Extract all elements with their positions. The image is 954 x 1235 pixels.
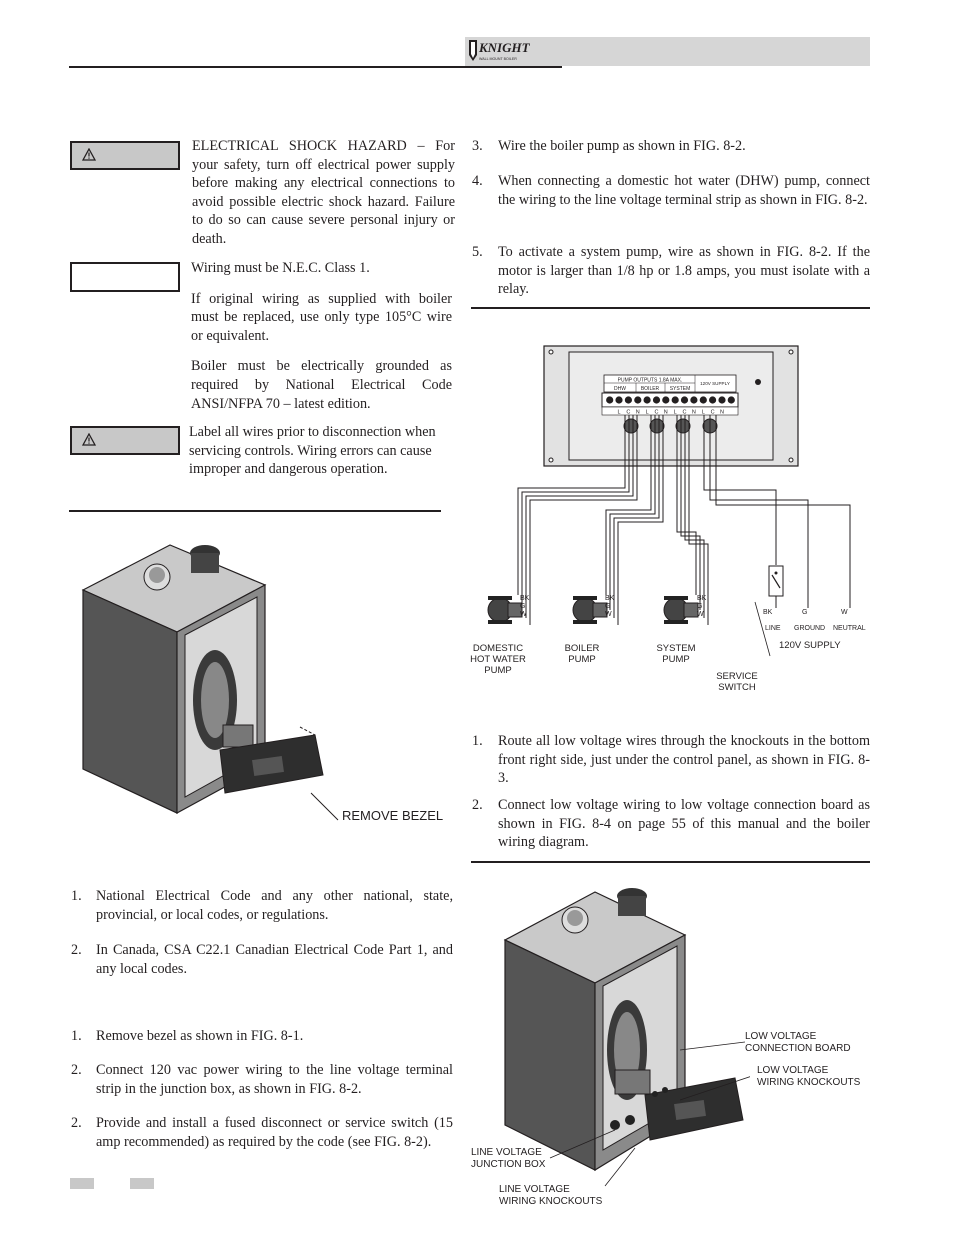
warning-box-1: [70, 141, 180, 170]
strip-col-label: BOILER: [640, 386, 660, 392]
pump-label: SYSTEM: [656, 643, 696, 654]
terminal-screw: [634, 396, 641, 403]
terminal-screw: [718, 396, 725, 403]
list-item: [71, 1114, 453, 1172]
pump-label: BOILER: [564, 643, 600, 654]
warning-text-2: Label all wires prior to disconnection when servicing controls. Wiring errors can cause improper and dangerous operation.: [189, 424, 436, 478]
warning-triangle-icon: [82, 433, 96, 451]
terminal-letter: N: [691, 409, 696, 416]
list-item: [472, 732, 870, 790]
list-text: Remove bezel as shown in FIG. 8-1.: [96, 1028, 304, 1044]
list-number: 2.: [71, 1115, 82, 1131]
list-text: National Electrical Code and any other national, state, provincial, or local codes, or regulations.: [96, 888, 453, 923]
label-line: LINE VOLTAGE: [499, 1184, 570, 1195]
supply-label: 120V SUPPLY: [779, 640, 841, 651]
pump-label: HOT WATER: [470, 654, 526, 665]
label-line: WIRING KNOCKOUTS: [499, 1196, 603, 1207]
terminal-letter: L: [645, 409, 649, 416]
list-number: 2.: [472, 797, 483, 813]
remove-bezel-label: REMOVE BEZEL: [342, 808, 444, 823]
label-line: LOW VOLTAGE: [745, 1031, 817, 1042]
supply-name: GROUND: [794, 625, 826, 632]
list-number: 1.: [71, 1028, 82, 1044]
list-item: [472, 137, 870, 157]
terminal-screw: [653, 396, 660, 403]
fig3-rule: [471, 861, 870, 863]
notice-paragraph: If original wiring as supplied with boiler must be replaced, use only type 105°C wire or equivalent.: [191, 290, 452, 344]
list-text: Connect low voltage wiring to low voltage connection board as shown in FIG. 8-4 on page 55 of this manual and the boiler wiring diagram.: [498, 797, 870, 851]
label-line-voltage-wiring-knockouts: [499, 1184, 602, 1208]
strip-col-label: DHW: [614, 386, 626, 392]
footer-tab-right: [130, 1178, 154, 1189]
fig2-rule: [471, 307, 870, 309]
terminal-screw: [700, 396, 707, 403]
logo-text: KNIGHT: [479, 40, 530, 55]
supply-name: LINE: [765, 625, 781, 632]
notice-box: [70, 262, 180, 292]
strip-supply-label: 120V SUPPLY: [700, 381, 730, 386]
list-item: [71, 1061, 453, 1101]
wire-label: W: [520, 611, 527, 618]
fig1-rule: [69, 510, 441, 512]
terminal-screw: [606, 396, 613, 403]
supply-wire-label: BK: [763, 609, 773, 616]
list-number: 1.: [472, 733, 483, 749]
switch-label: SWITCH: [718, 682, 756, 693]
label-line-voltage-junction-box: [471, 1147, 545, 1171]
list-number: 5.: [472, 244, 483, 260]
label-lv-connection-board: [745, 1031, 851, 1055]
label-line: JUNCTION BOX: [471, 1159, 546, 1170]
terminal-screw: [615, 396, 622, 403]
label-line: WIRING KNOCKOUTS: [757, 1077, 861, 1088]
list-text: Wire the boiler pump as shown in FIG. 8-2.: [498, 138, 746, 154]
switch-label: SERVICE: [716, 671, 758, 682]
list-text: In Canada, CSA C22.1 Canadian Electrical Code Part 1, and any local codes.: [96, 942, 453, 977]
wire-label: G: [605, 603, 611, 610]
warning-triangle-icon: [82, 148, 96, 166]
pump-label: PUMP: [568, 654, 596, 665]
wire-label: W: [697, 611, 704, 618]
terminal-letter: C: [654, 409, 659, 416]
list-text: Provide and install a fused disconnect or service switch (15 amp recommended) as required by the code (see FIG. 8-2).: [96, 1115, 453, 1150]
list-item: [71, 1027, 453, 1047]
terminal-screw: [709, 396, 716, 403]
list-number: 2.: [71, 942, 82, 958]
label-line: CONNECTION BOARD: [745, 1043, 851, 1054]
figure-8-2-wiring-diagram: [460, 340, 880, 700]
terminal-screw: [728, 396, 735, 403]
wire-label: BK: [697, 595, 707, 602]
wire-label: W: [605, 611, 612, 618]
label-lv-wiring-knockouts: [757, 1065, 860, 1089]
list-item: [472, 172, 870, 230]
terminal-letter: C: [626, 409, 631, 416]
terminal-letter: N: [635, 409, 640, 416]
warning-box-2: [70, 426, 180, 455]
logo-subtext: WALL MOUNT BOILER: [479, 57, 517, 61]
terminal-letter: L: [617, 409, 621, 416]
supply-wire-label: W: [841, 609, 848, 616]
wire-label: G: [697, 603, 703, 610]
pump-label: PUMP: [662, 654, 690, 665]
strip-header-label: PUMP OUTPUTS 1.8A MAX.: [617, 377, 683, 384]
wire-label: BK: [520, 595, 530, 602]
list-text: Route all low voltage wires through the knockouts in the bottom front right side, just under the control panel, as shown in FIG. 8-3.: [498, 733, 870, 787]
terminal-screw: [690, 396, 697, 403]
label-line: LOW VOLTAGE: [757, 1065, 829, 1076]
terminal-screw: [672, 396, 679, 403]
terminal-letter: L: [701, 409, 705, 416]
figure-8-1-boiler: [75, 535, 465, 835]
header-rule: [69, 66, 562, 68]
terminal-letter: N: [720, 409, 724, 416]
list-item: [472, 243, 870, 301]
pump-label: PUMP: [484, 665, 512, 676]
terminal-screw: [662, 396, 669, 403]
list-text: When connecting a domestic hot water (DHW) pump, connect the wiring to the line voltage terminal strip as shown in FIG. 8-2.: [498, 173, 870, 208]
terminal-screw: [681, 396, 688, 403]
list-number: 2.: [71, 1062, 82, 1078]
footer-tab-left: [70, 1178, 94, 1189]
terminal-screw: [625, 396, 632, 403]
notice-paragraph: Wiring must be N.E.C. Class 1.: [191, 260, 370, 276]
supply-wire-label: G: [802, 609, 808, 616]
list-item: [71, 941, 453, 981]
dhw-pump-icon: [488, 596, 522, 624]
warning-text-1: ELECTRICAL SHOCK HAZARD – For your safety, turn off electrical power supply before making any electrical connections to avoid possible electric shock hazard. Failure to do so can cause severe personal injury or death.: [192, 138, 455, 247]
terminal-letter: C: [682, 409, 687, 416]
list-number: 3.: [472, 138, 483, 154]
boiler-pump-icon: [573, 596, 607, 624]
supply-name: NEUTRAL: [833, 625, 866, 632]
terminal-letter: N: [663, 409, 668, 416]
wire-label: BK: [605, 595, 615, 602]
terminal-letter: C: [710, 409, 715, 416]
wire-label: G: [520, 603, 526, 610]
list-item: [71, 887, 453, 927]
system-pump-icon: [664, 596, 698, 624]
notice-paragraphs: [191, 259, 452, 413]
notice-paragraph: Boiler must be electrically grounded as required by National Electrical Code ANSI/NFPA 70 – latest edition.: [191, 358, 452, 412]
label-line: LINE VOLTAGE: [471, 1147, 542, 1158]
list-number: 4.: [472, 173, 483, 189]
list-item: [472, 796, 870, 854]
pump-label: DOMESTIC: [472, 643, 524, 654]
list-text: To activate a system pump, wire as shown in FIG. 8-2. If the motor is larger than 1/8 hp or 1.8 amps, you must isolate with a relay.: [498, 244, 870, 298]
terminal-letter: L: [673, 409, 677, 416]
knight-logo: [467, 37, 539, 63]
strip-col-label: SYSTEM: [669, 386, 691, 392]
terminal-screw: [644, 396, 651, 403]
list-text: Connect 120 vac power wiring to the line voltage terminal strip in the junction box, as shown in FIG. 8-2.: [96, 1062, 453, 1097]
fig3-callout-lines: [540, 1030, 750, 1200]
list-number: 1.: [71, 888, 82, 904]
